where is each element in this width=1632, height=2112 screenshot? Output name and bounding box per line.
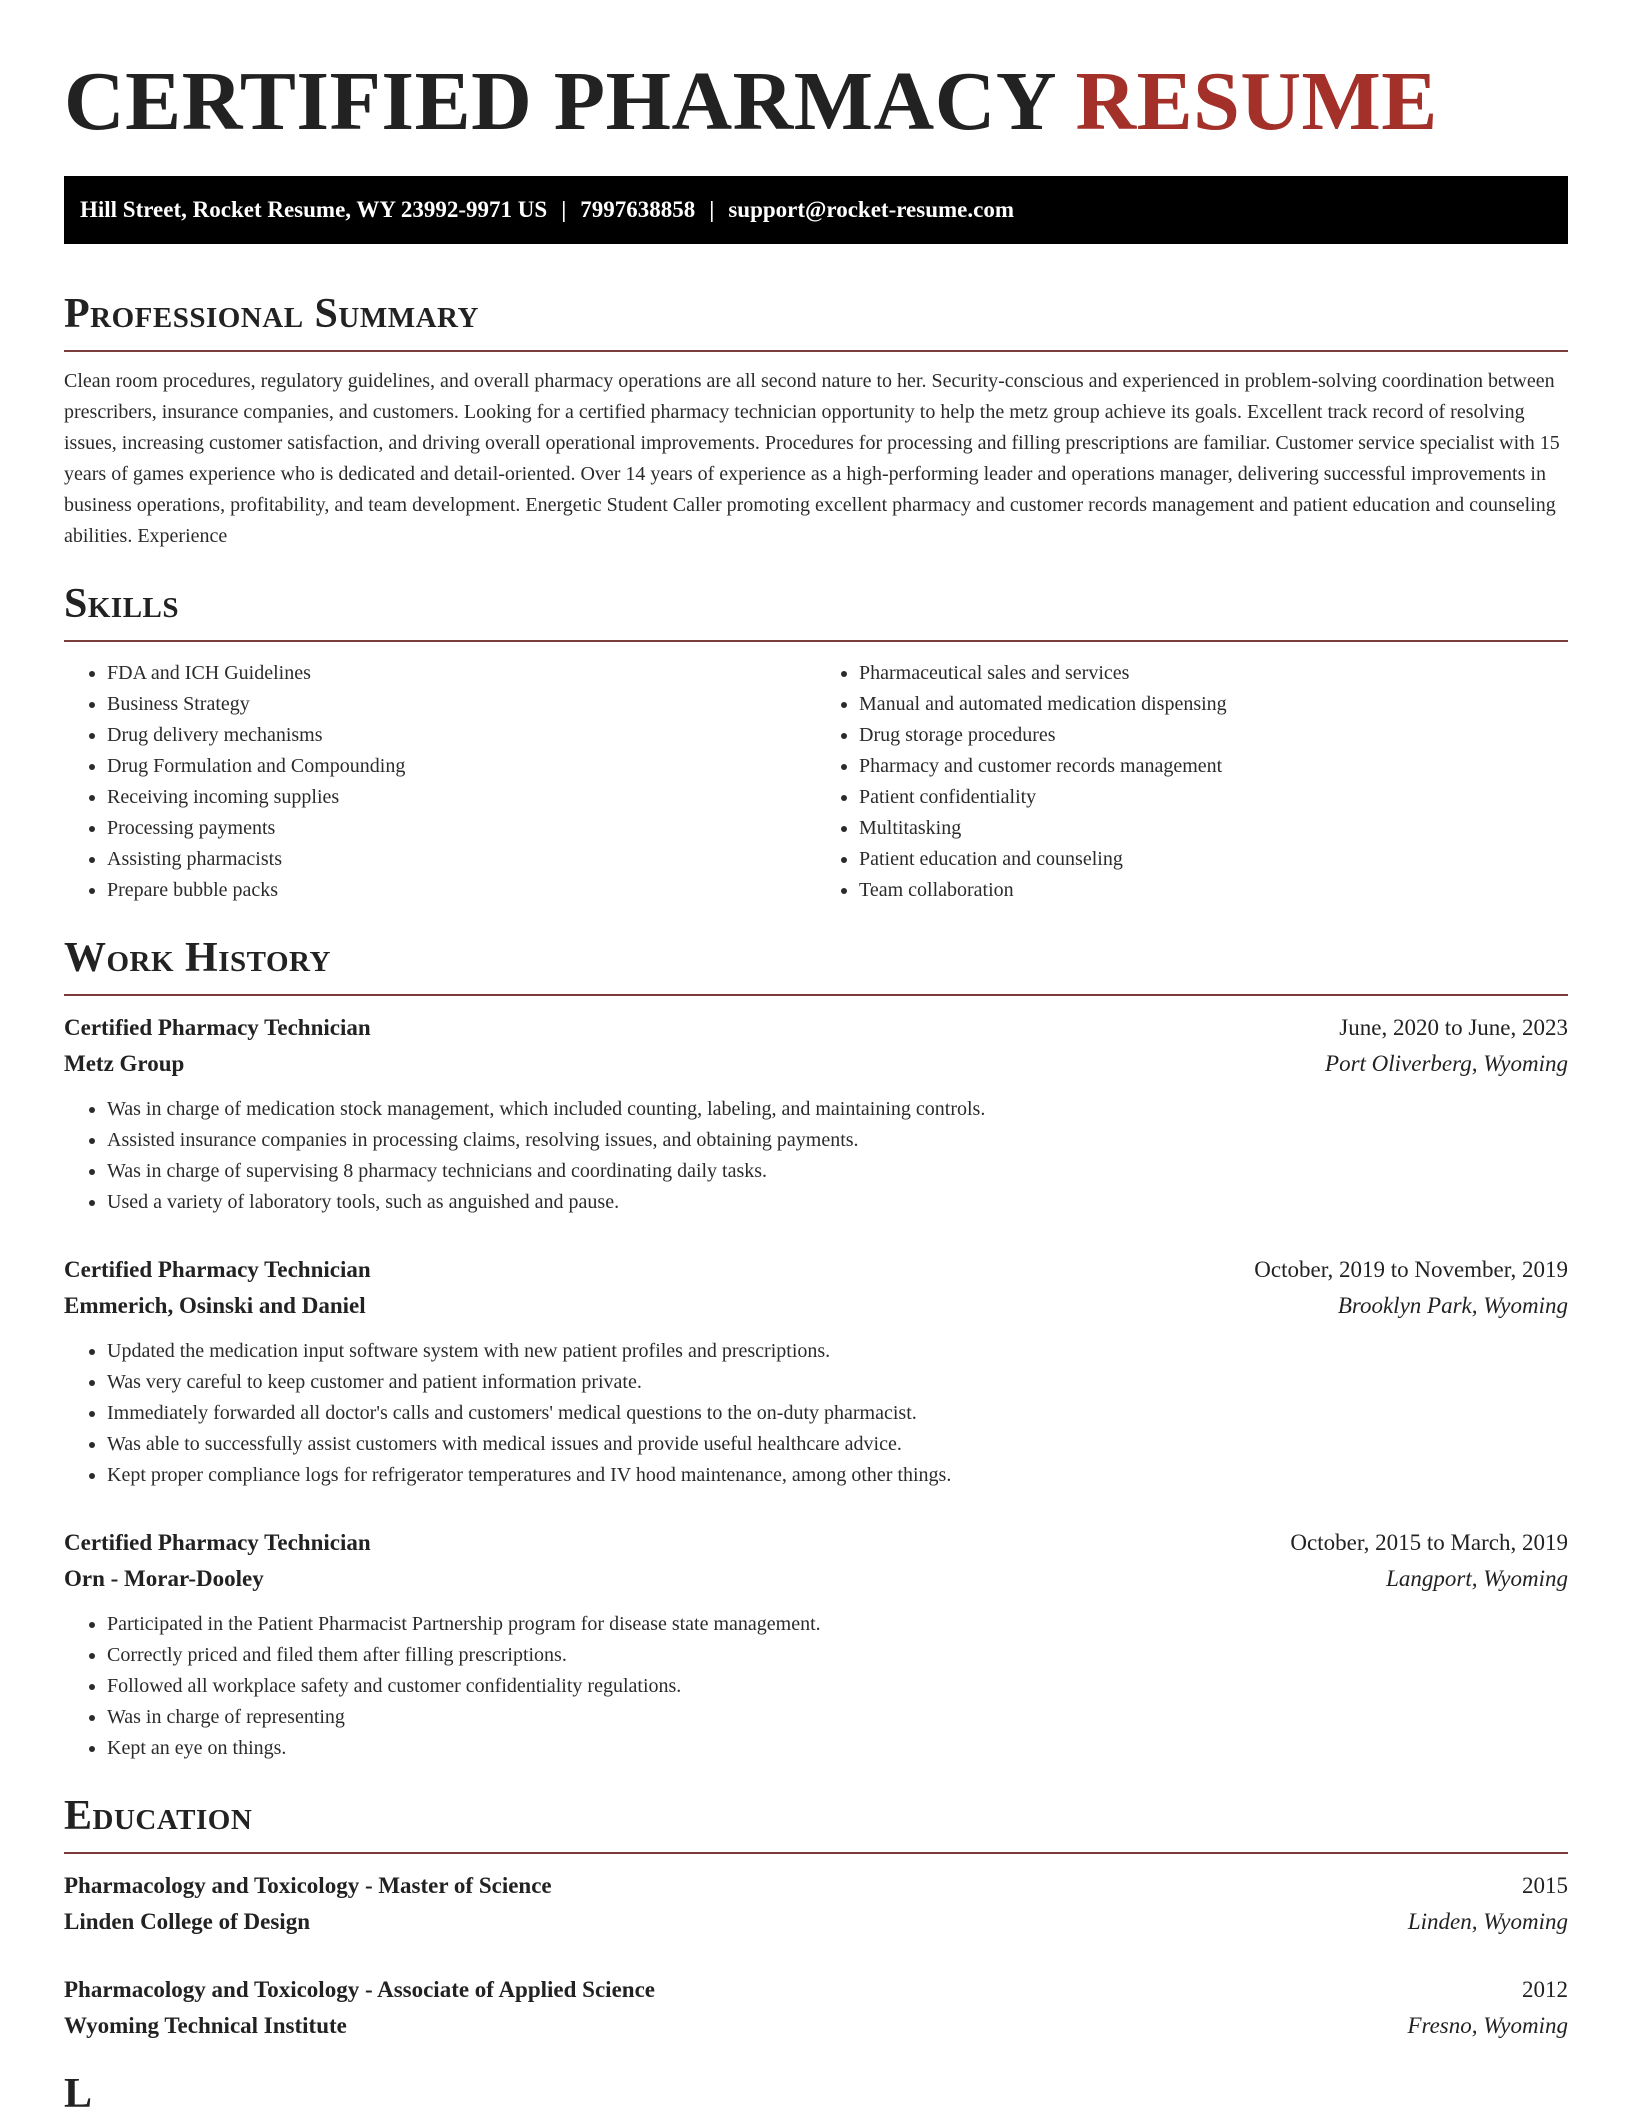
education-school-row — [64, 2008, 1568, 2044]
section-divider — [64, 350, 1568, 352]
job-duty: • Was in charge of supervising 8 pharmacy technicians and coordinating daily tasks. — [107, 1156, 1568, 1187]
job-dates: October, 2015 to March, 2019 — [1290, 1530, 1568, 1555]
education-degree-row — [64, 1972, 1568, 2008]
skills-section — [64, 578, 1568, 906]
skill-item: • Business Strategy — [107, 689, 816, 720]
skills-columns — [64, 658, 1568, 906]
job-duty: • Correctly priced and filed them after filling prescriptions. — [107, 1640, 1568, 1671]
resume-title — [64, 0, 1568, 176]
education-entry — [64, 1868, 1568, 1940]
job-title: Certified Pharmacy Technician — [64, 1015, 371, 1040]
job-company: Orn - Morar-Dooley — [64, 1566, 264, 1591]
skill-item: • Drug delivery mechanisms — [107, 720, 816, 751]
job-duty: • Was in charge of medication stock management, which included counting, labeling, and maintaining controls. — [107, 1094, 1568, 1125]
education-degree: Pharmacology and Toxicology - Master of Science — [64, 1873, 552, 1898]
job-duty: • Kept an eye on things. — [107, 1733, 1568, 1764]
job-duty: • Kept proper compliance logs for refrigerator temperatures and IV hood maintenance, among other things. — [107, 1460, 1568, 1491]
job-duty: • Immediately forwarded all doctor's calls and customers' medical questions to the on-duty pharmacist. — [107, 1398, 1568, 1429]
contact-phone: 7997638858 — [580, 197, 696, 222]
contact-bar — [64, 176, 1568, 244]
skill-item: • Drug Formulation and Compounding — [107, 751, 816, 782]
section-divider — [64, 640, 1568, 642]
skill-item: • Manual and automated medication dispensing — [859, 689, 1568, 720]
contact-email: support@rocket-resume.com — [728, 197, 1014, 222]
job-company: Metz Group — [64, 1051, 185, 1076]
skill-item: • Patient confidentiality — [859, 782, 1568, 813]
skill-item: • Receiving incoming supplies — [107, 782, 816, 813]
education-location: Fresno, Wyoming — [1407, 2013, 1568, 2038]
job-duties — [64, 1336, 1568, 1491]
skills-heading: Skills — [64, 581, 180, 627]
job-duty: • Was able to successfully assist customers with medical issues and provide useful healthcare advice. — [107, 1429, 1568, 1460]
contact-separator: | — [561, 197, 567, 222]
skill-item: • Assisting pharmacists — [107, 844, 816, 875]
education-degree: Pharmacology and Toxicology - Associate of Applied Science — [64, 1977, 655, 2002]
skill-item: • Patient education and counseling — [859, 844, 1568, 875]
education-school: Linden College of Design — [64, 1909, 310, 1934]
job-entry — [64, 1010, 1568, 1218]
job-dates: October, 2019 to November, 2019 — [1254, 1257, 1568, 1282]
summary-text: Clean room procedures, regulatory guidelines, and overall pharmacy operations are all second nature to her. Security-conscious and experienced in problem-solving coordination between prescribers, insurance companies, and customers. Looking for a certified pharmacy technician opportunity to help the metz group achieve its goals. Excellent track record of resolving issues, increasing customer satisfaction, and driving overall operational improvements. Procedures for processing and filling prescriptions are familiar. Customer service specialist with 15 years of games experience who is dedicated and detail-oriented. Over 14 years of experience as a high-performing leader and operations manager, delivering successful improvements in business operations, profitability, and team development. Energetic Student Caller promoting excellent pharmacy and customer records management and patient education and counseling abilities. Experience — [64, 370, 1560, 547]
contact-separator: | — [709, 197, 715, 222]
education-year: 2012 — [1522, 1977, 1568, 2002]
job-duties — [64, 1609, 1568, 1764]
skills-list-left — [64, 658, 816, 906]
skills-list-right — [816, 658, 1568, 906]
education-entry — [64, 1972, 1568, 2044]
education-location: Linden, Wyoming — [1407, 1909, 1568, 1934]
section-divider — [64, 994, 1568, 996]
job-duties — [64, 1094, 1568, 1218]
education-section — [64, 1790, 1568, 2044]
education-school-row — [64, 1904, 1568, 1940]
job-company: Emmerich, Osinski and Daniel — [64, 1293, 366, 1318]
job-entry — [64, 1252, 1568, 1491]
job-duty: • Participated in the Patient Pharmacist Partnership program for disease state management. — [107, 1609, 1568, 1640]
work-history-section — [64, 932, 1568, 1764]
job-duty: • Updated the medication input software system with new patient profiles and prescriptions. — [107, 1336, 1568, 1367]
education-heading: Education — [64, 1793, 253, 1839]
job-company-row — [64, 1561, 1568, 1597]
skill-item: • Drug storage procedures — [859, 720, 1568, 751]
skill-item: • Prepare bubble packs — [107, 875, 816, 906]
job-company-row — [64, 1288, 1568, 1324]
job-company-row — [64, 1046, 1568, 1082]
job-dates: June, 2020 to June, 2023 — [1339, 1015, 1568, 1040]
title-accent: RESUME — [1075, 55, 1438, 148]
title-main: CERTIFIED PHARMACY — [64, 55, 1054, 148]
contact-address: Hill Street, Rocket Resume, WY 23992-9971 US — [80, 197, 548, 222]
next-section-heading: L — [64, 2071, 93, 2112]
skill-item: • Processing payments — [107, 813, 816, 844]
job-title: Certified Pharmacy Technician — [64, 1530, 371, 1555]
summary-section — [64, 288, 1568, 552]
job-location: Brooklyn Park, Wyoming — [1337, 1293, 1568, 1318]
job-duty: • Followed all workplace safety and customer confidentiality regulations. — [107, 1671, 1568, 1702]
summary-heading: Professional Summary — [64, 291, 479, 337]
section-divider — [64, 1852, 1568, 1854]
skill-item: • Multitasking — [859, 813, 1568, 844]
job-entry — [64, 1525, 1568, 1764]
job-title-row — [64, 1010, 1568, 1046]
work-history-heading: Work History — [64, 935, 331, 981]
skill-item: • Pharmacy and customer records management — [859, 751, 1568, 782]
next-section — [64, 2068, 1568, 2112]
job-duty: • Used a variety of laboratory tools, such as anguished and pause. — [107, 1187, 1568, 1218]
job-duty: • Was in charge of representing — [107, 1702, 1568, 1733]
skill-item: • Team collaboration — [859, 875, 1568, 906]
education-school: Wyoming Technical Institute — [64, 2013, 347, 2038]
skill-item: • Pharmaceutical sales and services — [859, 658, 1568, 689]
skill-item: • FDA and ICH Guidelines — [107, 658, 816, 689]
job-title-row — [64, 1525, 1568, 1561]
education-year: 2015 — [1522, 1873, 1568, 1898]
job-duty: • Assisted insurance companies in processing claims, resolving issues, and obtaining payments. — [107, 1125, 1568, 1156]
job-location: Langport, Wyoming — [1386, 1566, 1568, 1591]
education-degree-row — [64, 1868, 1568, 1904]
job-title-row — [64, 1252, 1568, 1288]
job-location: Port Oliverberg, Wyoming — [1325, 1051, 1568, 1076]
job-title: Certified Pharmacy Technician — [64, 1257, 371, 1282]
job-duty: • Was very careful to keep customer and patient information private. — [107, 1367, 1568, 1398]
